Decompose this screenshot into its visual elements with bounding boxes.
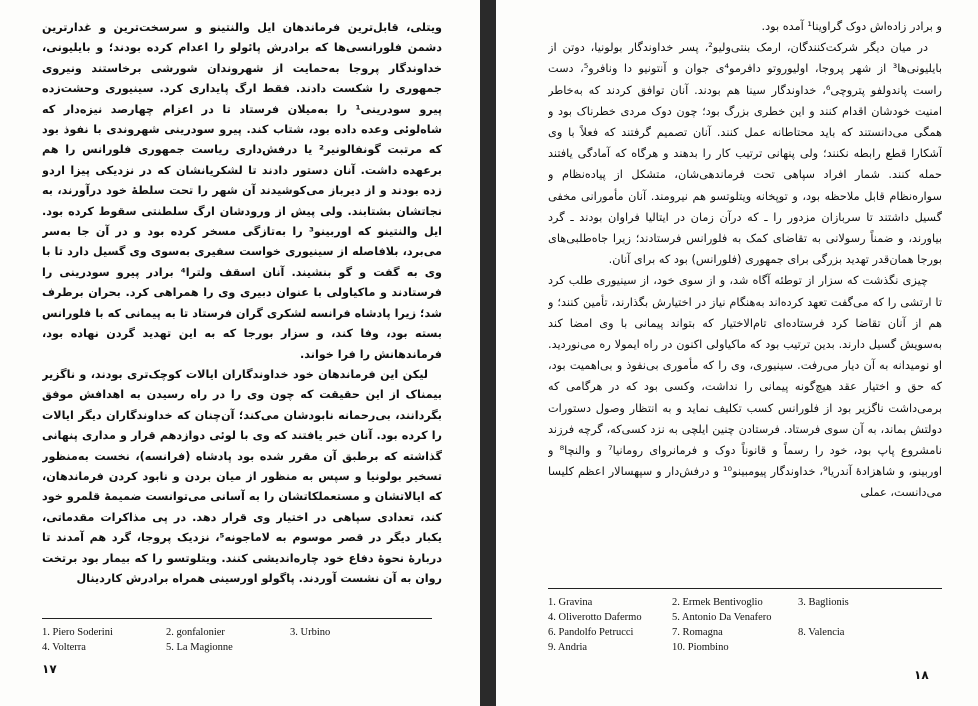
footnote-item: 3. Urbino bbox=[290, 627, 331, 638]
right-footnotes bbox=[548, 589, 942, 655]
footnote-item: 1. Gravina bbox=[548, 597, 593, 608]
footnote-item: 2. Ermek Bentivoglio bbox=[672, 597, 763, 608]
right-paragraph-3: چیزی نگذشت که سزار از توطئه آگاه شد، و از سوی خود، از سینیوری طلب کرد تا ارتشی را که می‌گفت تعهد کرده‌اند به‌هنگام نیاز در اختیارش بگذارند، تأمین کنند؛ و هم از آنان تقاضا کرد فرستاده‌ای تام‌الاختیار که بتواند پیمانی با وی امضا کند به‌سویش گسیل دارند. بدین ترتیب بود که ماکیاولی اکنون در راه ایمولا ره می‌نوردید. او نومیدانه به آن دیار می‌رفت. سینیوری، وی را که مأموری بی‌نفوذ و بی‌اهمیت بود، که حق و اختیار عقد هیچ‌گونه پیمانی را نداشت، وکسی بود که در هرگامی که برمی‌داشت ناگزیر بود از فلورانس کسب تکلیف نماید و به انتظار وصول دستورات دولتش بماند، به آن سوی فرستاد. فرستادن چنین ایلچی به نزد کسی‌که، گرچه فرزند نامشروع پاپ بود، خود را رسماً و قانوناً دوک و فرمانروای رومانیا⁷ و والنچا⁸ و اوربینو، و شاهزادهٔ آندریا⁹، خداوندگار پیومبینو¹⁰ و درفش‌دار و سپهسالار اعظم کلیسا می‌دانست، عملی bbox=[548, 274, 942, 500]
left-paragraph-1: ویتلی، قابل‌ترین فرماندهان ایل والنتینو و سرسخت‌ترین و غدارترین دشمن فلورانسی‌ها که برادرش پائولو را اعدام کرده بودند؛ و بایلیونی، خداوندگار پروجا به‌حمایت از شهروندان شورشی برخاستند ونیروی جمهوری را شکست دادند. فقط ارگ پایداری کرد. سینیوری وحشت‌زده پیرو سودرینی¹ را به‌میلان فرستاد تا در اعزام چهارصد نیزه‌دار که شاه‌لوئی وعده داده بود، شتاب کند. پیرو سودرینی شهروندی با نفوذ بود که مرتبت گونفالونیر² یا درفش‌داری ریاست جمهوری فلورانس را هم برعهده داشت. آنان دستور دادند تا لشکریانشان که در نزدیکی پیزا اردو زده بودند و از دیرباز می‌کوشیدند آن شهر را تحت سلطهٔ خود درآورند، به نجاتشان بشتابند. ولی پیش از ورودشان ارگ سلطنتی سقوط کرده بود. ایل والنتینو که اوربینو³ را به‌تازگی مسخر کرده بود و در آن جا به‌سر می‌برد، بلافاصله از سینیوری خواست سفیری به‌سوی وی گسیل دارد تا با وی به گفت و گو بنشیند. آنان اسقف ولترا⁴ برادر پیرو سودرینی را فرستادند و ماکیاولی با عنوان دبیری وی را همراهی کرد. بحران برطرف شد؛ زیرا پادشاه فرانسه لشکری گران فرستاد تا به پیمانی که با فلورانس بسته بود، وفا کند، و سزار بورجا که به این تهدید گردن نهاده بود، فرماندهانش را فرا خواند. bbox=[42, 21, 442, 361]
footnote-item: 7. Romagna bbox=[672, 627, 723, 638]
footnote-item: 4. Oliverotto Dafermo bbox=[548, 612, 642, 623]
left-paragraph-2: لیکن این فرماندهان خود خداوندگاران ایالات کوچک‌تری بودند، و ناگزیر بیمناک از این حقیقت که چون وی را در راه رسیدن به اهدافش موفق بگردانند، بی‌رحمانه نابودشان می‌کند؛ آن‌چنان که خداوندگاران دیگر ایالات را کرده بود. آنان خبر یافتند که وی با لوئی دوازدهم قرار و مداری پنهانی گذاشته که برطبق آن مقرر شده بود پادشاه (فرانسه)، نخست به‌منظور تسخیر بولونیا و سپس به منظور از میان بردن و نابود کردن فرماندهان، که ایالاتشان و مستعملکاتشان را به آسانی می‌توانست ضمیمهٔ قلمرو خود کند، تعدادی سپاهی در اختیار وی قرار دهد. در پی مذاکرات مقدماتی، یکبار دیگر در قصر موسوم به لاماجونه⁵، نزدیک پروجا، گرد هم آمدند تا دربارهٔ نحوهٔ دفاع خود چاره‌اندیشی کنند. ویتلوتسو را که بیمار بود برتخت روان به آن نشست آوردند. پاگولو اورسینی همراه برادرش کاردینال bbox=[42, 367, 442, 585]
right-paragraph-1: و برادر زاده‌اش دوک گراوینا¹ آمده بود. bbox=[761, 20, 942, 33]
footnote-item bbox=[798, 610, 918, 625]
right-paragraph-2: در میان دیگر شرکت‌کنندگان، ارمک بنتی‌ولیو²، پسر خداوندگار بولونیا، دوتن از بایلیونی‌ها³ از شهر پروجا، اولیوروتو دافرمو⁴ی جوان و آنتونیو دا ونافرو⁵، دست راست پاندولفو پتروچی⁶، خداوندگار سینا هم بودند. آنان توافق کردند که به‌خاطر امنیت خودشان اقدام کنند و این خطری بزرگ بود؛ چون دوک مردی خطرناک بود و همگی می‌دانستند که باید محتاطانه عمل کنند. آنان تصمیم گرفتند که فعلاً با وی آشکارا قطع رابطه نکنند؛ ولی پنهانی ترتیب کار را بدهند و هرگاه که آمادگی یافتند حمله کنند. شمار افراد سپاهی تحت فرماندهی‌شان، متشکل از پیاده‌نظام و سواره‌نظام قابل ملاحظه بود، و توپخانه ویتلوتسو هم نیرومند. آنان مأمورانی مخفی گسیل داشتند تا سربازان مزدور را ـ که درآن زمان در ایتالیا فراوان بودند ـ گرد بیاورند، و ضمناً رسولانی به تقاضای کمک به فلورانس فرستادند؛ زیرا جاه‌طلبی‌های بورجا همان‌قدر تهدید بزرگی برای جمهوری (فلورانس) بود که برای آنان. bbox=[548, 41, 942, 267]
left-page bbox=[0, 0, 480, 706]
right-page-number: ۱۸ bbox=[914, 668, 929, 682]
footnote-item: 5. Antonio Da Venafero bbox=[672, 612, 772, 623]
footnote-item: 5. La Magionne bbox=[166, 642, 233, 653]
footnote-item bbox=[798, 640, 918, 655]
right-page-body bbox=[548, 16, 942, 582]
footnote-item: 1. Piero Soderini bbox=[42, 627, 113, 638]
left-page-body bbox=[42, 18, 442, 602]
book-spine bbox=[480, 0, 496, 706]
footnote-item: 9. Andria bbox=[548, 642, 588, 653]
right-page bbox=[496, 0, 978, 706]
left-footnotes bbox=[42, 619, 442, 655]
footnote-item: 3. Baglionis bbox=[798, 597, 849, 608]
footnote-item: 10. Piombino bbox=[672, 642, 729, 653]
footnote-item: 8. Valencia bbox=[798, 627, 845, 638]
footnote-item: 4. Volterra bbox=[42, 642, 86, 653]
footnote-item: 6. Pandolfo Petrucci bbox=[548, 627, 634, 638]
left-page-number: ۱۷ bbox=[42, 662, 57, 676]
footnote-item: 2. gonfalonier bbox=[166, 627, 225, 638]
